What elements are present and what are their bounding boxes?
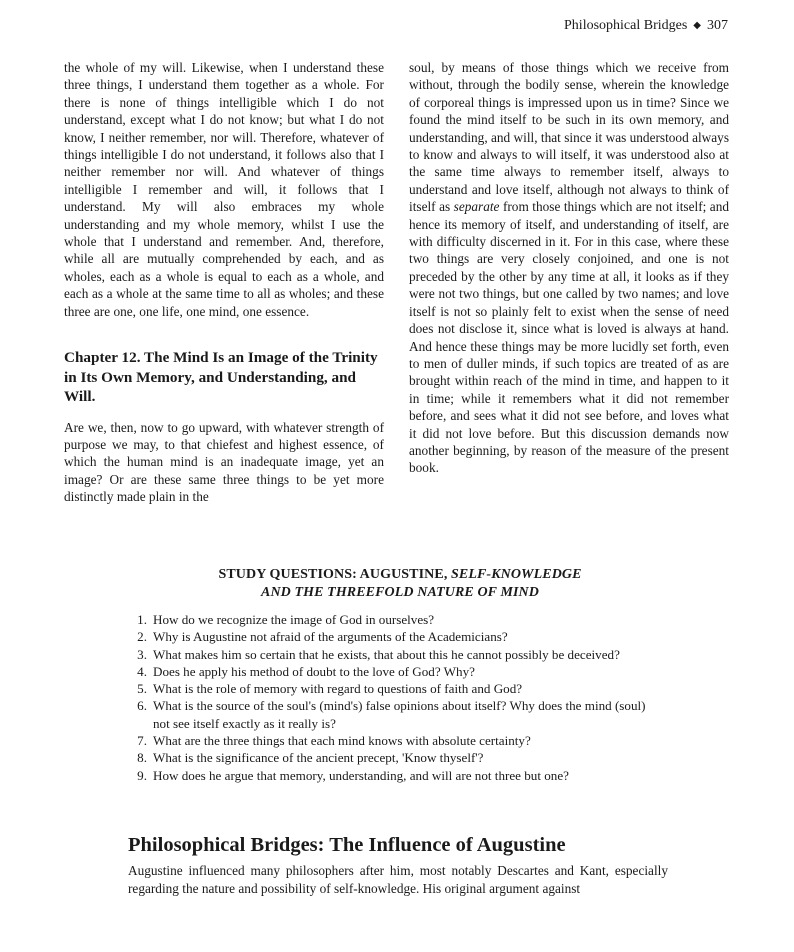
question-text: How do we recognize the image of God in ourselves? [153,612,435,627]
bridges-heading: Philosophical Bridges: The Influence of Augustine [128,834,566,856]
study-question-item [135,611,665,628]
running-title: Philosophical Bridges [564,18,688,33]
right-text-after: from those things which are not itself; and hence its memory of itself, and understanding of itself, are with difficulty discerned in it. For in this case, where these two things are very closely conjoined, and one is not preceded by the other by any time at all, it looks as if they were not two things, but one called by two names; and love itself is not so plainly felt to exist when the sense of need does not disclose it, since what is loved is always at hand. And hence these things may be more lucidly set forth, even to men of duller minds, if such topics are treated of as are brought within reach of the mind in time, and happen to it in time; while it remembers what it did not remember before, and sees what it did not see before, and loves what it did not love before. But this discussion demands now another beginning, by reason of the measure of the present book. [409,199,730,476]
chapter-heading: Chapter 12. The Mind Is an Image of the Trinity in Its Own Memory, and Understanding, and Will. [64,349,378,406]
question-number: 9. [137,767,147,783]
question-number: 2. [137,629,147,645]
left-paragraph-2: Are we, then, now to go upward, with whatever strength of purpose we may, to that chiefest and highest essence, of which the human mind is an inadequate image, yet an image? Or are these same three things to be yet more distinctly made plain in the [64,419,384,505]
bridges-paragraph: Augustine influenced many philosophers after him, most notably Descartes and Kant, especially regarding the nature and possibility of self-knowledge. His original argument against [128,863,668,896]
question-number: 3. [137,646,147,662]
left-column [64,59,384,506]
study-question-item [135,697,665,732]
study-question-item [135,663,665,680]
right-paragraph [409,59,729,477]
question-text: Does he apply his method of doubt to the love of God? Why? [153,663,475,679]
sq-title-prefix: STUDY QUESTIONS: AUGUSTINE, [218,567,452,582]
study-questions-title [135,566,665,601]
sq-title-italic-2: AND THE THREEFOLD NATURE OF MIND [261,584,539,600]
question-text: What makes him so certain that he exists, that about this he cannot possibly be deceived? [153,646,620,662]
question-number: 8. [137,750,147,766]
study-question-item [135,732,665,749]
question-text: What is the significance of the ancient precept, 'Know thyself'? [153,750,484,766]
question-number: 5. [137,681,147,697]
question-text: Why is Augustine not afraid of the arguments of the Academicians? [153,629,508,645]
question-text: What is the role of memory with regard to questions of faith and God? [153,681,523,697]
study-questions [135,566,665,784]
study-question-item [135,680,665,697]
question-text: What is the source of the soul's (mind's) false opinions about itself? Why does the mind (soul) not see itself exactly as it really is? [153,698,646,731]
question-number: 1. [137,612,147,627]
page-number: 307 [707,18,728,33]
question-text: What are the three things that each mind knows with absolute certainty? [153,733,531,749]
right-column [409,59,729,477]
right-text-before: soul, by means of those things which we receive from without, through the bodily sense, wherein the knowledge of corporeal things is impressed upon us in time? Since we found the mind itself to be such in its own memory, and understanding, and will, that since it was understood always to know and always to will itself, it was understood also at the same time always to remember itself, always to understand and love itself, although not always to think of itself as [409,60,729,215]
bridges-section [128,832,668,897]
study-question-item [135,628,665,645]
question-text: How does he argue that memory, understanding, and will are not three but one? [153,767,569,783]
study-question-item [135,767,665,784]
right-emphasis: separate [453,199,500,215]
diamond-separator-icon: ◆ [693,20,701,31]
running-header [564,18,728,34]
study-questions-list [135,611,665,784]
left-paragraph-1: the whole of my will. Likewise, when I understand these three things, I understand them together as a whole. For there is none of things intelligible which I do not understand, except what I do not know; but what I do not know, I neither remember, nor will. Therefore, whatever of things intelligible I do not understand, it follows also that I neither remember nor will. And whatever of things intelligible I remember and will, it follows that I understand. My will also embraces my whole understanding and my whole memory, whilst I use the whole that I understand and remember. And, therefore, while all are mutually comprehended by each, and as wholes, each as a whole is equal to each as a whole, and each as a whole at the same time to all as wholes; and these three are one, one life, one mind, one essence. [64,60,384,319]
question-number: 7. [137,733,147,749]
question-number: 4. [137,663,147,679]
sq-title-italic-1: SELF-KNOWLEDGE [451,567,582,582]
study-question-item [135,646,665,663]
question-number: 6. [137,698,147,714]
study-question-item [135,749,665,766]
